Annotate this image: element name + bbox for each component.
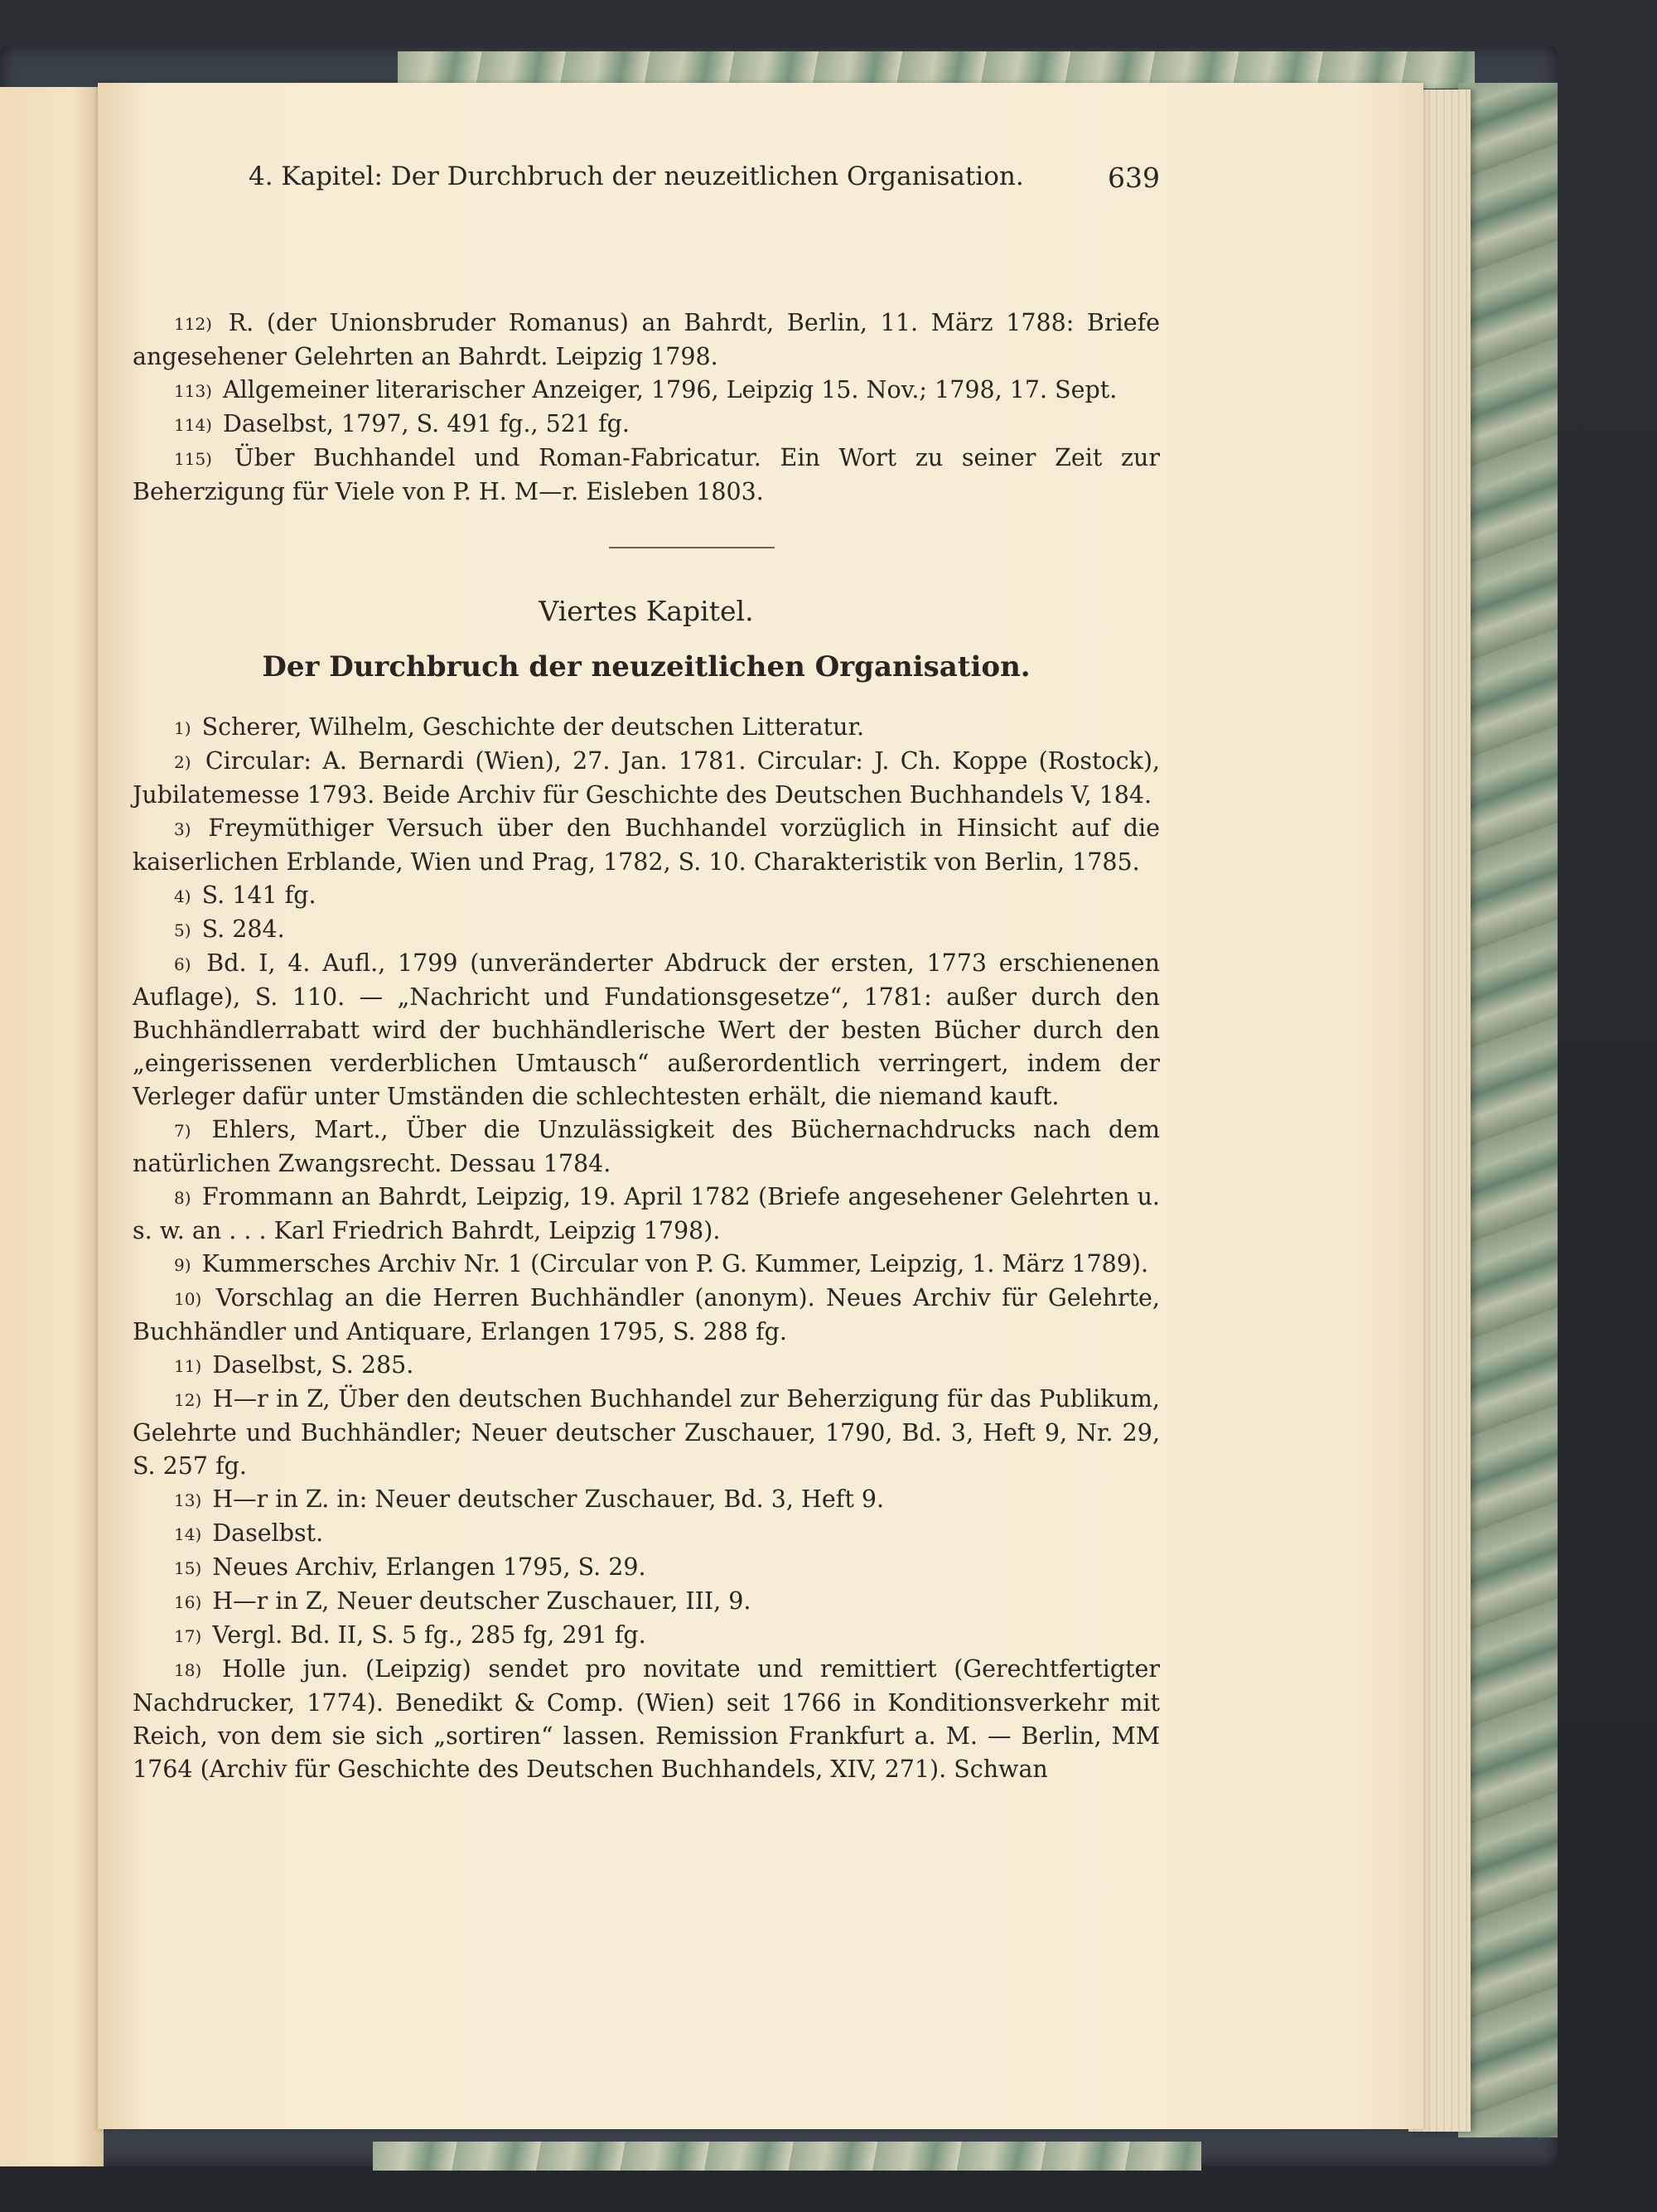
footnote (133, 307, 1160, 374)
footnote-text: H—r in Z, Über den deutschen Buchhandel zur Beherzigung für das Publikum, Gelehrte und Buchhändler; Neuer deutscher Zuschauer, 1790, Bd. 3, Heft 9, Nr. 29, S. 257 fg. (133, 1385, 1160, 1480)
footnote (133, 1383, 1160, 1483)
footnote-number: 8) (174, 1188, 191, 1208)
footnote-number: 9) (174, 1255, 191, 1275)
chapter-label: Viertes Kapitel. (539, 595, 754, 627)
marbled-edge-bottom (373, 2142, 1201, 2171)
footnote (133, 1282, 1160, 1349)
left-page-edge (0, 87, 104, 2166)
footnote (133, 1113, 1160, 1181)
footnote (133, 408, 1160, 442)
footnote-number: 17) (174, 1626, 202, 1646)
footnote-number: 3) (174, 819, 191, 839)
footnote (133, 913, 1160, 947)
footnote-number: 12) (174, 1390, 202, 1410)
footnote-text: Daselbst. (212, 1519, 324, 1547)
footnote-text: S. 284. (201, 915, 285, 943)
footnote (133, 1551, 1160, 1585)
footnote-number: 5) (174, 920, 191, 940)
footnote-text: S. 141 fg. (201, 881, 316, 909)
footnote (133, 745, 1160, 812)
footnote-number: 4) (174, 886, 191, 906)
footnote-number: 11) (174, 1356, 202, 1376)
footnote (133, 1248, 1160, 1282)
footnote-number: 114) (174, 415, 212, 435)
footnote (133, 1653, 1160, 1786)
footnote (133, 1585, 1160, 1619)
footnote-text: Freymüthiger Versuch über den Buchhandel vorzüglich in Hinsicht auf die kaiserlichen Erblande, Wien und Prag, 1782, S. 10. Charakteristik von Berlin, 1785. (133, 814, 1160, 876)
footnote-number: 18) (174, 1660, 202, 1680)
footnote-text: R. (der Unionsbruder Romanus) an Bahrdt, Berlin, 11. März 1788: Briefe angesehener Gelehrten an Bahrdt. Leipzig 1798. (133, 309, 1161, 370)
footnote (133, 879, 1160, 913)
footnote-text: Allgemeiner literarischer Anzeiger, 1796, Leipzig 15. Nov.; 1798, 17. Sept. (223, 376, 1118, 403)
footnote-number: 10) (174, 1289, 202, 1309)
footnote-number: 14) (174, 1524, 202, 1544)
footnote (133, 442, 1160, 509)
footnote (133, 1181, 1160, 1248)
footnote-text: Vergl. Bd. II, S. 5 fg., 285 fg, 291 fg. (212, 1621, 646, 1649)
footnote-text: Daselbst, S. 285. (212, 1351, 414, 1379)
footnote-text: Frommann an Bahrdt, Leipzig, 19. April 1782 (Briefe angesehener Gelehrten u. s. w. an . . . Karl Friedrich Bahrdt, Leipzig 1798). (133, 1183, 1160, 1244)
footnote (133, 1619, 1160, 1653)
footnote-number: 1) (174, 718, 191, 738)
footnote-text: Kummersches Archiv Nr. 1 (Circular von P. G. Kummer, Leipzig, 1. März 1789). (201, 1250, 1149, 1277)
footnote (133, 1483, 1160, 1517)
footnote (133, 374, 1160, 408)
footnote (133, 812, 1160, 879)
marbled-edge-right (1458, 83, 1558, 2137)
footnote-text: H—r in Z. in: Neuer deutscher Zuschauer, Bd. 3, Heft 9. (212, 1485, 885, 1513)
footnote-number: 2) (174, 752, 191, 772)
footnote-text: Bd. I, 4. Aufl., 1799 (unveränderter Abdruck der ersten, 1773 erschienenen Auflage), S. 110. — „Nachricht und Fundationsgesetze“, 1781: außer durch den Buchhändlerrabatt wird der buchhändlerische Wert der besten Bücher durch den „eingerissenen verderblichen Umtausch“ außerordentlich verringert, indem der Verleger dafür unter Umständen die schlechtesten erhält, die niemand kauft. (133, 949, 1160, 1110)
footnote-number: 15) (174, 1558, 202, 1578)
footnote-text: Scherer, Wilhelm, Geschichte der deutschen Litteratur. (201, 713, 865, 741)
footnote (133, 1517, 1160, 1551)
section-divider (609, 547, 775, 548)
footnote (133, 1349, 1160, 1383)
footnote-text: Ehlers, Mart., Über die Unzulässigkeit des Büchernachdrucks nach dem natürlichen Zwangsrecht. Dessau 1784. (133, 1116, 1160, 1177)
footnote-text: Holle jun. (Leipzig) sendet pro novitate und remittiert (Gerechtfertigter Nachdrucker, 1774). Benedikt & Comp. (Wien) seit 1766 in Konditionsverkehr mit Reich, von dem sie sich „sortiren“ lassen. Remission Frankfurt a. M. — Berlin, MM 1764 (Archiv für Geschichte des Deutschen Buchhandels, XIV, 271). Schwan (133, 1655, 1161, 1783)
footnote-text: Neues Archiv, Erlangen 1795, S. 29. (212, 1553, 646, 1581)
footnote-text: H—r in Z, Neuer deutscher Zuschauer, III, 9. (212, 1587, 751, 1615)
footnote-text: Circular: A. Bernardi (Wien), 27. Jan. 1781. Circular: J. Ch. Koppe (Rostock), Jubilatemesse 1793. Beide Archiv für Geschichte des Deutschen Buchhandels V, 184. (133, 747, 1161, 809)
footnote-text: Vorschlag an die Herren Buchhändler (anonym). Neues Archiv für Gelehrte, Buchhändler und Antiquare, Erlangen 1795, S. 288 fg. (133, 1284, 1160, 1345)
footnote-number: 112) (174, 314, 212, 334)
previous-notes (133, 307, 1160, 509)
footnote-number: 6) (174, 954, 191, 974)
running-head-title: 4. Kapitel: Der Durchbruch der neuzeitlichen Organisation. (249, 162, 1024, 191)
footnote-number: 115) (174, 449, 212, 469)
footnote (133, 947, 1160, 1113)
page-number: 639 (1108, 162, 1160, 194)
footnote-text: Über Buchhandel und Roman-Fabricatur. Ein Wort zu seiner Zeit zur Beherzigung für Viele von P. H. M—r. Eisleben 1803. (133, 444, 1161, 505)
footnote-text: Daselbst, 1797, S. 491 fg., 521 fg. (223, 410, 630, 437)
chapter-notes (133, 711, 1160, 1786)
chapter-title: Der Durchbruch der neuzeitlichen Organisation. (262, 650, 1031, 683)
footnote-number: 113) (174, 381, 212, 401)
footnote-number: 7) (174, 1121, 191, 1141)
footnote (133, 711, 1160, 745)
footnote-number: 13) (174, 1490, 202, 1510)
footnote-number: 16) (174, 1592, 202, 1612)
